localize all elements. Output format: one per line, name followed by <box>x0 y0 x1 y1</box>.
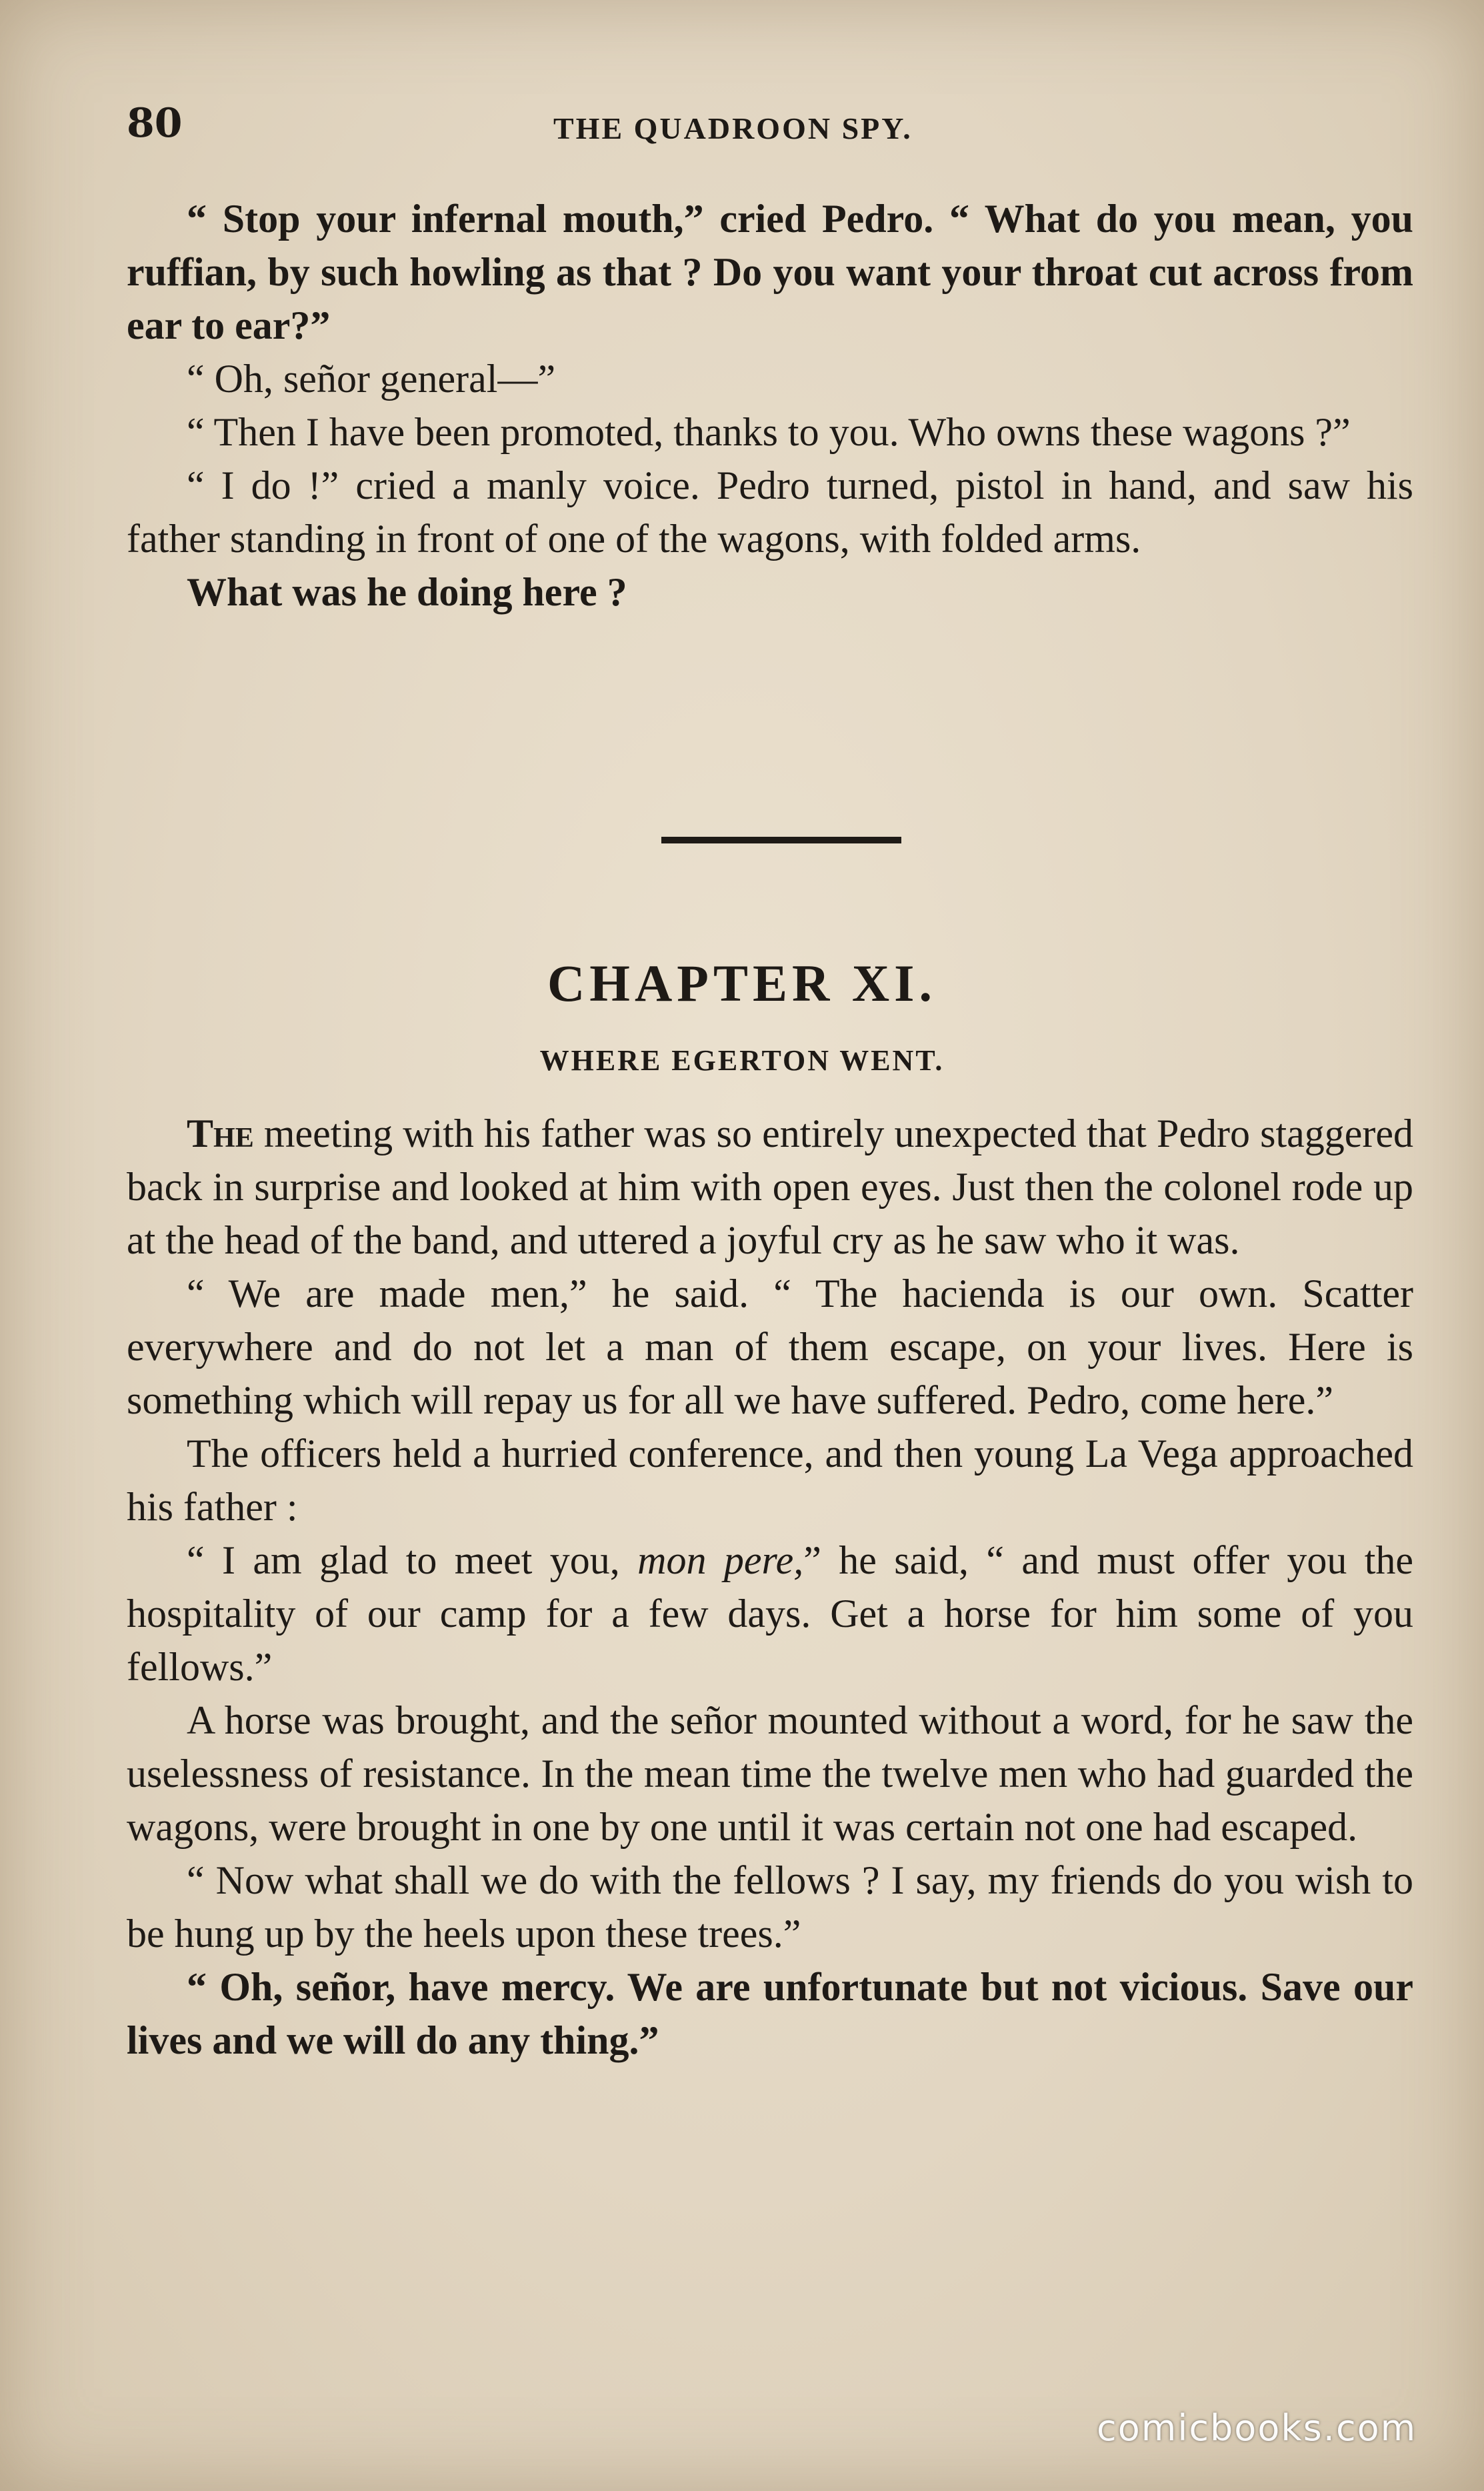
paragraph: “ Oh, señor general—” <box>187 357 556 401</box>
paragraph <box>127 1107 1413 1267</box>
watermark: comicbooks.com <box>1097 2407 1417 2449</box>
chapter-subtitle: WHERE EGERTON WENT. <box>539 1044 945 1077</box>
section-divider-rule <box>661 837 901 843</box>
paragraph: “ I do !” cried a manly voice. Pedro turned, pistol in hand, and saw his father standing in front of one of the wagons, with folded arms. <box>127 463 1413 561</box>
first-word: The <box>187 1111 254 1155</box>
page-header <box>127 100 1407 153</box>
paragraph: A horse was brought, and the señor mounted without a word, for he saw the uselessness of resistance. In the mean time the twelve men who had guarded the wagons, were brought in one by one until it was certain not one had escaped. <box>127 1698 1413 1849</box>
paragraph-text: meeting with his father was so entirely unexpected that Pedro staggered back in surprise and looked at him with open eyes. Just then the colonel rode up at the head of the band, and uttered a joyful cry as he saw who it was. <box>127 1111 1413 1262</box>
paragraph: What was he doing here ? <box>187 570 627 614</box>
paragraph: “ Then I have been promoted, thanks to you. Who owns these wagons ?” <box>187 410 1351 454</box>
paragraph: The officers held a hurried conference, and then young La Vega approached his father : <box>127 1432 1413 1529</box>
paragraph: “ We are made men,” he said. “ The hacienda is our own. Scatter everywhere and do not let a man of them escape, on your lives. Here is something which will repay us for all we have suffered. Pedro, come here.” <box>127 1272 1413 1422</box>
body-text-chapter <box>127 1107 1413 2067</box>
paragraph-text: “ I am glad to meet you, <box>187 1538 638 1582</box>
italic-phrase: mon pere, <box>637 1538 804 1582</box>
body-text-top <box>127 192 1413 619</box>
paragraph: “ Stop your infernal mouth,” cried Pedro. “ What do you mean, you ruffian, by such howling as that ? Do you want your throat cut across from ear to ear?” <box>127 197 1413 347</box>
chapter-title: CHAPTER XI. <box>547 954 937 1012</box>
paragraph: “ Now what shall we do with the fellows ? I say, my friends do you wish to be hung up by the heels upon these trees.” <box>127 1858 1413 1956</box>
page-number: 80 <box>127 100 183 147</box>
paragraph: “ Oh, señor, have mercy. We are unfortunate but not vicious. Save our lives and we will do any thing.” <box>127 1965 1413 2062</box>
paragraph-text: ” he said, “ and must offer you the hospitality of our camp for a few days. Get a horse for him some of you fellows.” <box>127 1538 1414 1689</box>
paragraph <box>127 1534 1413 1694</box>
running-head: THE QUADROON SPY. <box>553 111 913 145</box>
